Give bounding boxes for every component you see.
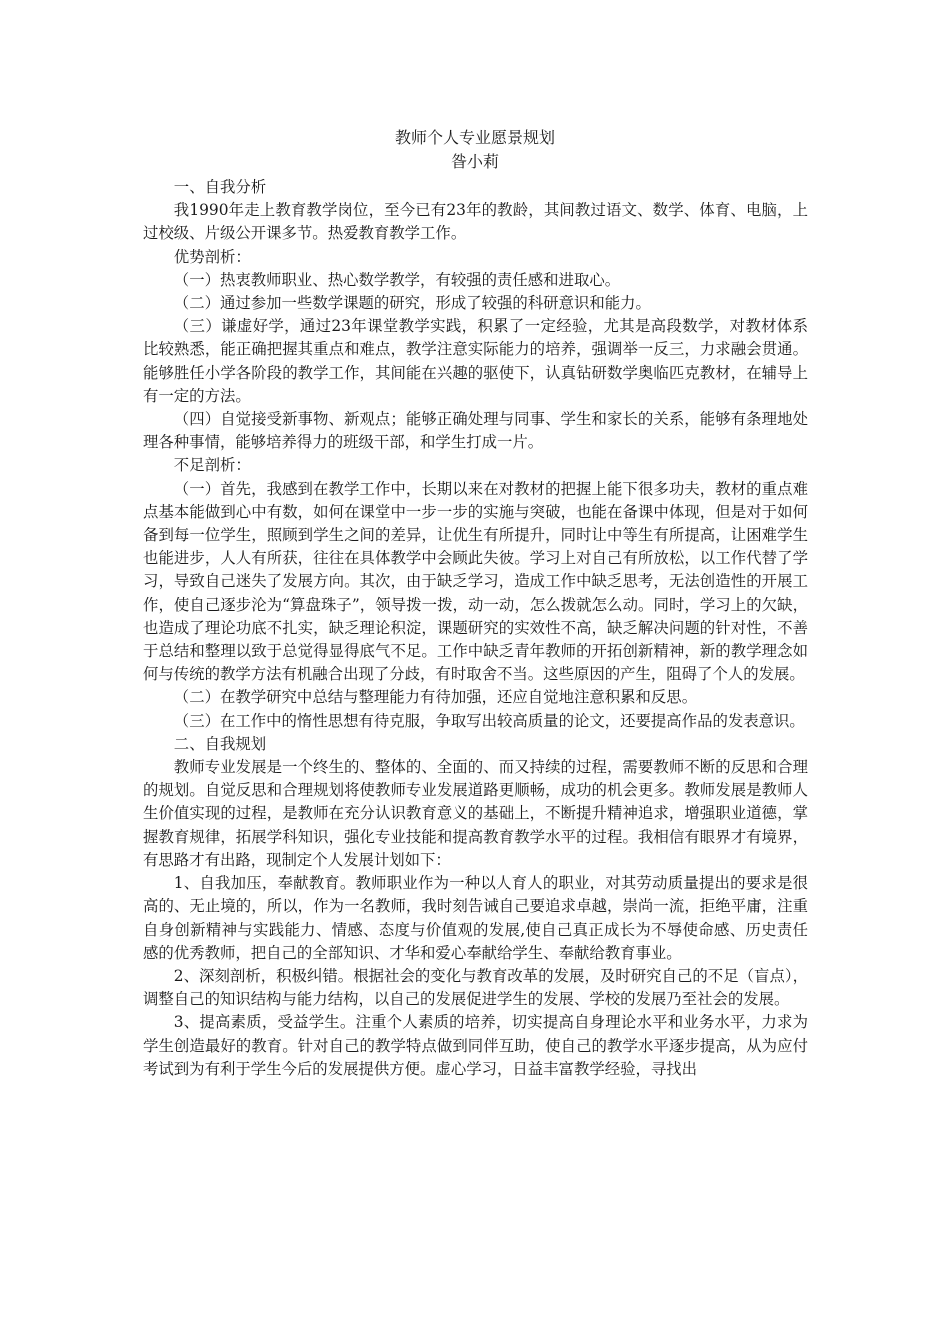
paragraph: （一）首先，我感到在教学工作中，长期以来在对教材的把握上能下很多功夫，教材的重点难点基本能做到心中有数，如何在课堂中一步一步的实施与突破，也能在备课中体现，但是对于如何备到每一位学生，照顾到学生之间的差异，让优生有所提升，同时让中等生有所提高，让困难学生也能进步，人人有所获，往往在具体教学中会顾此失彼。学习上对自己有所放松，以工作代替了学习，导致自己迷失了发展方向。其次，由于缺乏学习，造成工作中缺乏思考，无法创造性的开展工作，使自己逐步沦为“算盘珠子”，领导拨一拨，动一动，怎么拨就怎么动。同时，学习上的欠缺，也造成了理论功底不扎实，缺乏理论积淀，课题研究的实效性不高，缺乏解决问题的针对性，不善于总结和整理以致于总觉得显得底气不足。工作中缺乏青年教师的开拓创新精神，新的教学理念如何与传统的教学方法有机融合出现了分歧，有时取舍不当。这些原因的产生，阻碍了个人的发展。: [143, 479, 808, 684]
paragraph: 2、深刻剖析，积极纠错。根据社会的变化与教育改革的发展，及时研究自己的不足（盲点），调整自己的知识结构与能力结构，以自己的发展促进学生的发展、学校的发展乃至社会的发展。: [143, 966, 808, 1009]
section-heading: 二、自我规划: [173, 734, 267, 753]
paragraph: （四）自觉接受新事物、新观点；能够正确处理与同事、学生和家长的关系，能够有条理地处理各种事情，能够培养得力的班级干部，和学生打成一片。: [143, 410, 808, 452]
paragraph: 优势剖析：: [173, 247, 251, 266]
paragraph: （一）热衷教师职业、热心数学教学，有较强的责任感和进取心。: [173, 270, 621, 289]
paragraph: 我1990年走上教育教学岗位，至今已有23年的教龄，其间教过语文、数学、体育、电脑，上过校级、片级公开课多节。热爱教育教学工作。: [143, 201, 808, 243]
document-title: 教师个人专业愿景规划: [394, 128, 555, 147]
document-body: [143, 176, 808, 1081]
document-author: 昝小莉: [450, 152, 499, 171]
paragraph: 3、提高素质，受益学生。注重个人素质的培养，切实提高自身理论水平和业务水平，力求为学生创造最好的教育。针对自己的教学特点做到同伴互助，使自己的教学水平逐步提高，从为应付考试到为有利于学生今后的发展提供方便。虚心学习，日益丰富教学经验，寻找出: [143, 1013, 808, 1078]
paragraph: （二）在教学研究中总结与整理能力有待加强，还应自觉地注意积累和反思。: [173, 688, 698, 707]
section-heading: 一、自我分析: [173, 178, 267, 196]
paragraph: 教师专业发展是一个终生的、整体的、全面的、而又持续的过程，需要教师不断的反思和合理的规划。自觉反思和合理规划将使教师专业发展道路更顺畅，成功的机会更多。教师发展是教师人生价值实现的过程，是教师在充分认识教育意义的基础上，不断提升精神追求，增强职业道德，掌握教育规律，拓展学科知识，强化专业技能和提高教育教学水平的过程。我相信有眼界才有境界，有思路才有出路，现制定个人发展计划如下：: [143, 758, 808, 869]
paragraph: （三）谦虚好学，通过23年课堂教学实践，积累了一定经验，尤其是高段数学，对教材体系比较熟悉，能正确把握其重点和难点，教学注意实际能力的培养，强调举一反三，力求融会贯通。能够胜任小学各阶段的教学工作，其间能在兴趣的驱使下，认真钻研数学奥临匹克教材，在辅导上有一定的方法。: [143, 317, 808, 405]
paragraph: 不足剖析：: [173, 456, 251, 475]
paragraph: （三）在工作中的惰性思想有待克服，争取写出较高质量的论文，还要提高作品的发表意识。: [173, 711, 805, 730]
paragraph: （二）通过参加一些数学课题的研究，形成了较强的科研意识和能力。: [173, 294, 651, 313]
paragraph: 1、自我加压，奉献教育。教师职业作为一种以人育人的职业，对其劳动质量提出的要求是很高的、无止境的，所以，作为一名教师，我时刻告诫自己要追求卓越，崇尚一流，拒绝平庸，注重自身创新精神与实践能力、情感、态度与价值观的发展,使自己真正成长为不辱使命感、历史责任感的优秀教师，把自己的全部知识、才华和爱心奉献给学生、奉献给教育事业。: [143, 874, 808, 962]
